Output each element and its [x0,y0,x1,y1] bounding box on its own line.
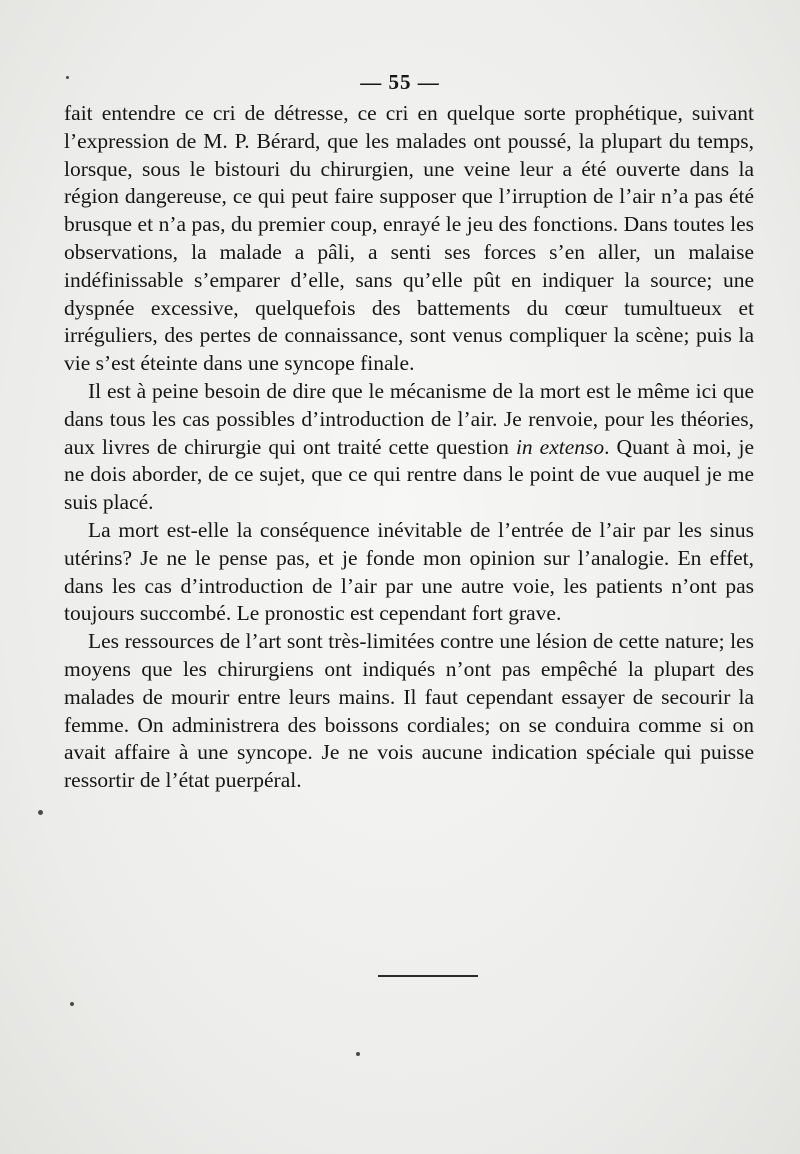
ink-speck [70,1002,74,1006]
paragraph-2-text-start: Il est à peine besoin de dire que le mécanisme de la mort est le même ici que dans tous les cas possibles d’introduction de l’air. Je renvoie, pour les théories, aux livres de chirurgie qui ont traité cette question [64,378,754,459]
paragraph-2-text-end: . Quant à moi, je ne dois aborder, de ce sujet, que ce qui rentre dans le point de vue auquel je me suis placé. [64,434,754,515]
ink-speck [38,810,43,815]
page-body [64,100,754,795]
closing-rule [378,975,478,977]
paragraph-3: La mort est-elle la conséquence inévitable de l’entrée de l’air par les sinus utérins? Je ne le pense pas, et je fonde mon opinion sur l’analogie. En effet, dans les cas d’introduction de l’air par une autre voie, les patients n’ont pas toujours succombé. Le pronostic est cependant fort grave. [64,517,754,626]
ink-speck [66,76,69,79]
paragraph-2-emphasis: in extenso [515,434,605,459]
paragraph-1: fait entendre ce cri de détresse, ce cri en quelque sorte prophétique, suivant l’expression de M. P. Bérard, que les malades ont poussé, la plupart du temps, lorsque, sous le bistouri du chirurgien, une veine leur a été ouverte dans la région dangereuse, ce qui peut faire supposer que l’irruption de l’air n’a pas été brusque et n’a pas, du premier coup, enrayé le jeu des fonctions. Dans toutes les observations, la malade a pâli, a senti ses forces s’en aller, un malaise indéfinissable s’emparer d’elle, sans qu’elle pût en indiquer la source; une dyspnée excessive, quelquefois des battements du cœur tumultueux et irréguliers, des pertes de connaissance, sont venus compliquer la scène; puis la vie s’est éteinte dans une syncope finale. [64,101,754,376]
page-number: — 55 — [360,70,440,94]
paragraph-4: Les ressources de l’art sont très-limitées contre une lésion de cette nature; les moyens que les chirurgiens ont indiqués n’ont pas empêché la plupart des malades de mourir entre leurs mains. Il faut cependant essayer de secourir la femme. On administrera des boissons cordiales; on se conduira comme si on avait affaire à une syncope. Je ne vois aucune indication spéciale qui puisse ressortir de l’état puerpéral. [64,629,754,793]
paragraph-2 [64,378,754,517]
ink-speck [356,1052,360,1056]
